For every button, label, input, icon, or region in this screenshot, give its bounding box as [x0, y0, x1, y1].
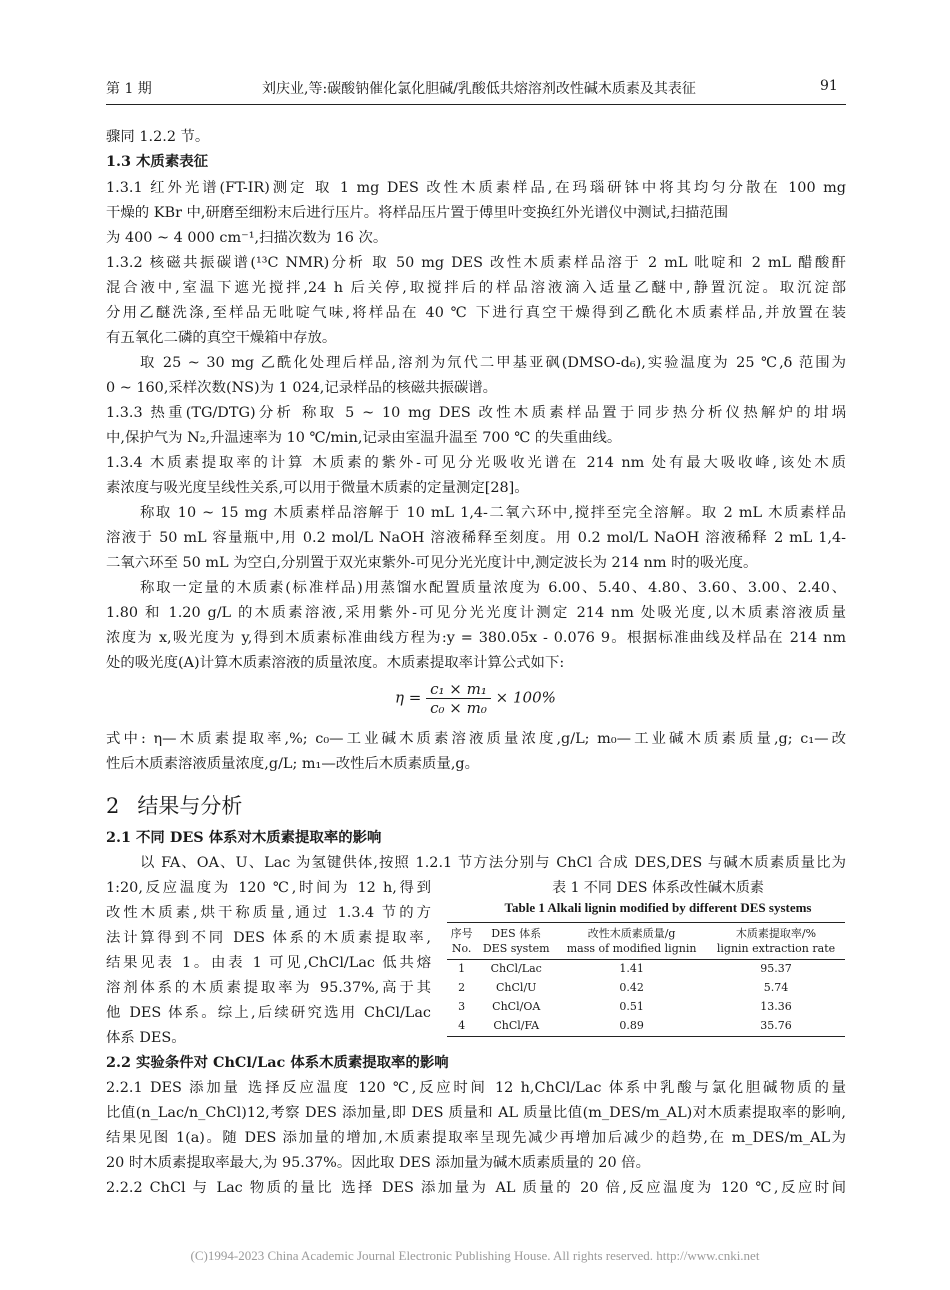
section-1-3-2-line: 有五氧化二磷的真空干燥箱中存放。 — [106, 330, 337, 346]
table-cell: 0.89 — [556, 1017, 707, 1037]
section-1-3-3-line: 1.3.3 热重(TG/DTG)分析 称取 5 ~ 10 mg DES 改性木质素样品置于同步热分析仪热解炉的坩埚 — [106, 405, 846, 421]
table-cell: 1.41 — [619, 962, 644, 975]
section-1-3-title: 1.3 木质素表征 — [106, 153, 208, 170]
section-2-2-2-line: 2.2.2 ChCl 与 Lac 物质的量比 选择 DES 添加量为 AL 质量的 20 倍,反应温度为 120 ℃,反应时间 — [106, 1180, 846, 1196]
section-2-2-1-line: 2.2.1 DES 添加量 选择反应温度 120 ℃,反应时间 12 h,ChCl/Lac 体系中乳酸与氯化胆碱物质的量 — [106, 1080, 846, 1096]
formula-denominator: c₀ × m₀ — [430, 699, 487, 717]
formula-where-line: 式中: η—木质素提取率,%; c₀—工业碱木质素溶液质量浓度,g/L; m₀—工业碱木质素质量,g; c₁—改 — [106, 731, 846, 747]
section-1-3-4c-line: 处的吸光度(A)计算木质素溶液的质量浓度。木质素提取率计算公式如下: — [106, 655, 565, 671]
table-cell: 4 — [447, 1017, 476, 1037]
section-2-1-narrow-line: 结果见表 1。由表 1 可见,ChCl/Lac 低共熔 — [106, 955, 431, 971]
table-cell: ChCl/U — [496, 981, 537, 994]
header-title: 刘庆业,等:碳酸钠催化氯化胆碱/乳酸低共熔溶剂改性碱木质素及其表征 — [262, 81, 696, 97]
section-2-2-1-line: 20 时木质素提取率最大,为 95.37%。因此取 DES 添加量为碱木质素质量的 20 倍。 — [106, 1155, 650, 1171]
table-cell: 35.76 — [707, 1017, 845, 1037]
section-1-3-2-line: 分用乙醚洗涤,至样品无吡啶气味,将样品在 40 ℃ 下进行真空干燥得到乙酰化木质素样品,并放置在装 — [106, 305, 846, 321]
section-1-3-4b-line: 溶液于 50 mL 容量瓶中,用 0.2 mol/L NaOH 溶液稀释至刻度。用 0.2 mol/L NaOH 溶液稀释 2 mL 1,4- — [106, 530, 846, 546]
section-1-3-4c-line: 1.80 和 1.20 g/L 的木质素溶液,采用紫外-可见分光光度计测定 214 nm 处吸光度,以木质素溶液质量 — [106, 605, 846, 621]
table-cell: 1 — [458, 962, 466, 975]
section-2-1-narrow-line: 法计算得到不同 DES 体系的木质素提取率, — [106, 930, 431, 946]
section-1-3-4-line: 1.3.4 木质素提取率的计算 木质素的紫外-可见分光吸收光谱在 214 nm 处有最大吸收峰,该处木质 — [106, 455, 846, 471]
table-row — [447, 998, 845, 1017]
header-page-number: 91 — [820, 78, 838, 94]
section-1-3-4b-line: 称取 10 ~ 15 mg 木质素样品溶解于 10 mL 1,4-二氧六环中,搅拌至完全溶解。取 2 mL 木质素样品 — [140, 505, 846, 521]
section-1-3-2-line: 1.3.2 核磁共振碳谱(¹³C NMR)分析 取 50 mg DES 改性木质素样品溶于 2 mL 吡啶和 2 mL 醋酸酐 — [106, 255, 846, 271]
section-2-2-1-line: 比值(n_Lac/n_ChCl)12,考察 DES 添加量,即 DES 质量和 AL 质量比值(m_DES/m_AL)对木质素提取率的影响, — [106, 1105, 846, 1121]
section-1-3-4c-line: 浓度为 x,吸光度为 y,得到木质素标准曲线方程为:y = 380.05x - 0.076 9。根据标准曲线及样品在 214 nm — [106, 630, 846, 646]
section-1-3-4b-line: 二氧六环至 50 mL 为空白,分别置于双光束紫外-可见分光光度计中,测定波长为 214 nm 时的吸光度。 — [106, 555, 758, 571]
section-2-1-narrow-line: 体系 DES。 — [106, 1030, 186, 1046]
section-1-3-2b-line: 取 25 ~ 30 mg 乙酰化处理后样品,溶剂为氘代二甲基亚砜(DMSO-d₆),实验温度为 25 ℃,δ 范围为 — [140, 355, 846, 371]
table-cell: ChCl/OA — [492, 1000, 541, 1013]
section-1-3-1-line: 干燥的 KBr 中,研磨至细粉末后进行压片。将样品压片置于傅里叶变换红外光谱仪中测试,扫描范围 — [106, 205, 729, 221]
table-header-cell: 木质素提取率/% lignin extraction rate — [707, 923, 845, 960]
section-1-3-2b-line: 0 ~ 160,采样次数(NS)为 1 024,记录样品的核磁共振碳谱。 — [106, 380, 498, 396]
formula-where-line: 性后木质素溶液质量浓度,g/L; m₁—改性后木质素质量,g。 — [106, 756, 480, 772]
section-2-1-narrow-line: 溶剂体系的木质素提取率为 95.37%,高于其 — [106, 980, 431, 996]
section-1-3-2-line: 混合液中,室温下遮光搅拌,24 h 后关停,取搅拌后的样品溶液滴入适量乙醚中,静置沉淀。取沉淀部 — [106, 280, 846, 296]
section-1-3-1-line: 为 400 ~ 4 000 cm⁻¹,扫描次数为 16 次。 — [106, 230, 388, 246]
table-cell: 95.37 — [760, 962, 792, 975]
header-issue: 第 1 期 — [106, 81, 152, 97]
table-header-row — [447, 923, 845, 960]
table-cell: 0.51 — [619, 1000, 644, 1013]
table-row — [447, 979, 845, 998]
section-2-2-1-line: 结果见图 1(a)。随 DES 添加量的增加,木质素提取率呈现先减少再增加后减少的趋势,在 m_DES/m_AL为 — [106, 1130, 846, 1146]
table-header-cell: DES 体系 DES system — [476, 923, 556, 960]
table-cell: 3 — [458, 1000, 466, 1013]
table-1-caption-cn: 表 1 不同 DES 体系改性碱木质素 — [552, 880, 764, 896]
section-2-1-line: 以 FA、OA、U、Lac 为氢键供体,按照 1.2.1 节方法分别与 ChCl 合成 DES,DES 与碱木质素质量比为 — [140, 855, 846, 871]
formula-numerator: c₁ × m₁ — [426, 680, 491, 699]
section-2-heading — [106, 790, 242, 820]
table-header-cell: 改性木质素质量/g mass of modified lignin — [556, 923, 707, 960]
paragraph-top: 骤同 1.2.2 节。 — [106, 129, 210, 145]
section-2-1-narrow-line: 1:20,反应温度为 120 ℃,时间为 12 h,得到 — [106, 880, 431, 896]
table-cell: ChCl/FA — [476, 1017, 556, 1037]
section-1-3-4-line: 素浓度与吸光度呈线性关系,可以用于微量木质素的定量测定[28]。 — [106, 480, 529, 496]
section-2-1-narrow-line: 改性木质素,烘干称质量,通过 1.3.4 节的方 — [106, 905, 431, 921]
table-1 — [447, 922, 845, 1037]
table-cell: 0.42 — [619, 981, 644, 994]
extraction-rate-formula — [395, 680, 556, 717]
table-cell: 5.74 — [763, 981, 789, 994]
table-cell: 2 — [458, 981, 466, 994]
table-cell: ChCl/Lac — [490, 962, 542, 975]
header-rule — [106, 104, 846, 105]
section-2-1-narrow-line: 他 DES 体系。综上,后续研究选用 ChCl/Lac — [106, 1005, 431, 1021]
section-1-3-4c-line: 称取一定量的木质素(标准样品)用蒸馏水配置质量浓度为 6.00、5.40、4.80、3.60、3.00、2.40、 — [140, 580, 846, 596]
formula-lhs: η = — [395, 688, 422, 707]
section-2-1-title: 2.1 不同 DES 体系对木质素提取率的影响 — [106, 829, 382, 846]
section-1-3-3-line: 中,保护气为 N₂,升温速率为 10 ℃/min,记录由室温升温至 700 ℃ 的失重曲线。 — [106, 430, 622, 446]
table-row — [447, 960, 845, 980]
copyright-footer: (C)1994-2023 China Academic Journal Electronic Publishing House. All rights reserved. http://www.cnki.net — [190, 1248, 760, 1263]
section-1-3-1-line: 1.3.1 红外光谱(FT-IR)测定 取 1 mg DES 改性木质素样品,在玛瑙研钵中将其均匀分散在 100 mg — [106, 180, 846, 196]
table-cell: 13.36 — [760, 1000, 792, 1013]
formula-rhs: × 100% — [495, 688, 556, 707]
formula-fraction — [426, 680, 491, 717]
table-row — [447, 1017, 845, 1037]
section-2-number: 2 — [106, 794, 120, 818]
table-header-cell: 序号 No. — [447, 923, 476, 960]
section-2-title: 结果与分析 — [137, 794, 243, 818]
section-2-2-title: 2.2 实验条件对 ChCl/Lac 体系木质素提取率的影响 — [106, 1054, 449, 1071]
table-1-caption-en: Table 1 Alkali lignin modified by different DES systems — [504, 900, 812, 915]
